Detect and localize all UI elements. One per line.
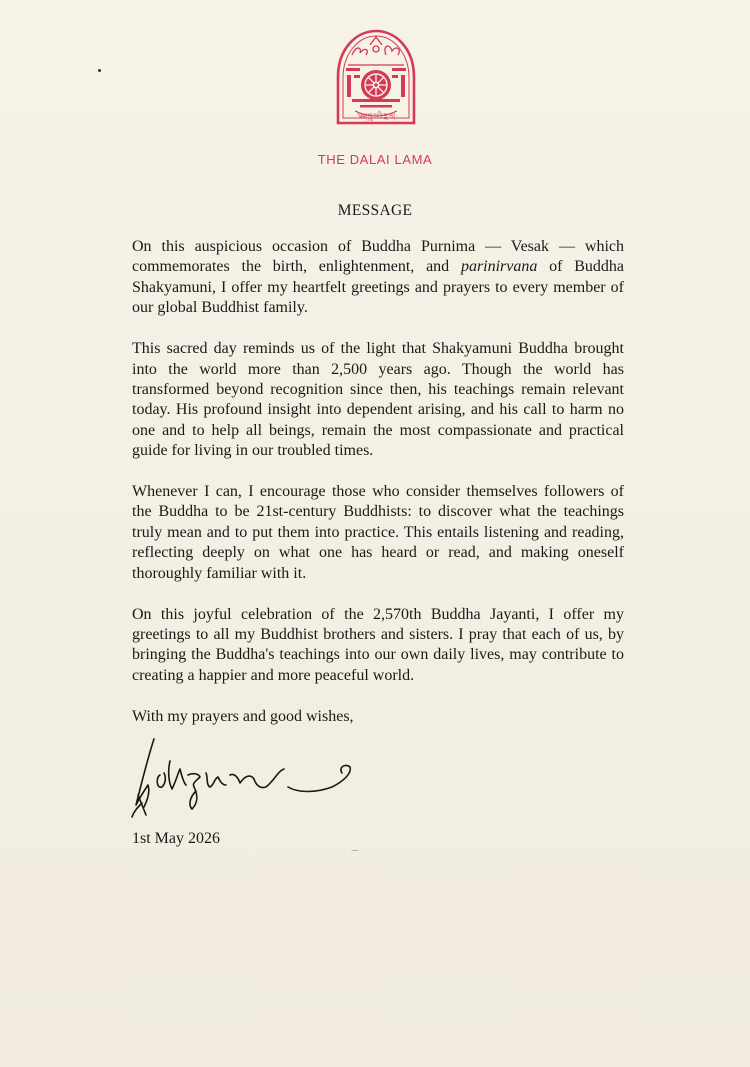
- paragraph-4: On this joyful celebration of the 2,570th Buddha Jayanti, I offer my greetings to all my Buddhist brothers and sisters. I pray that each of us, by bringing the Buddha's teachings into our own daily lives, may contribute to creating a happier and more peaceful world.: [132, 605, 624, 684]
- paragraph-1: [132, 237, 624, 319]
- letterhead-name: THE DALAI LAMA: [317, 152, 433, 167]
- paragraph-3: Whenever I can, I encourage those who consider themselves followers of the Buddha to be 21st-century Buddhists: to discover what the teachings truly mean and to put them into practice. This entails listening and reading, reflecting deeply on what one has heard or read, and making oneself thoroughly familiar with it.: [132, 483, 624, 582]
- closing-line: With my prayers and good wishes,: [132, 707, 354, 725]
- paragraph-1-text-b: of Buddha Shakyamuni, I offer my heartfelt greetings and prayers to every member of our global Buddhist family.: [132, 258, 625, 317]
- paper-speck: [98, 69, 101, 72]
- paper-speck: [351, 850, 359, 851]
- letter-date: 1st May 2026: [132, 830, 220, 847]
- paragraph-1-text-a: On this auspicious occasion of Buddha Purnima — Vesak — which commemorates the birth, enlightenment, and: [132, 238, 624, 276]
- message-heading: MESSAGE: [337, 202, 413, 219]
- svg-text:༄༅།།ཏཱ་ལའི་བླ་མ།: ༄༅།།ཏཱ་ལའི་བླ་མ།: [357, 112, 395, 120]
- dalai-lama-seal: [330, 25, 422, 135]
- parinirvana-term: parinirvana: [460, 258, 538, 276]
- handwritten-signature: [126, 733, 366, 823]
- message-body: [132, 237, 624, 727]
- paragraph-2: This sacred day reminds us of the light that Shakyamuni Buddha brought into the world more than 2,500 years ago. Though the world has transformed beyond recognition since then, his teachings remain relevant today. His profound insight into dependent arising, and his call to harm no one and to help all beings, remain the most compassionate and practical guide for living in our troubled times.: [132, 340, 624, 460]
